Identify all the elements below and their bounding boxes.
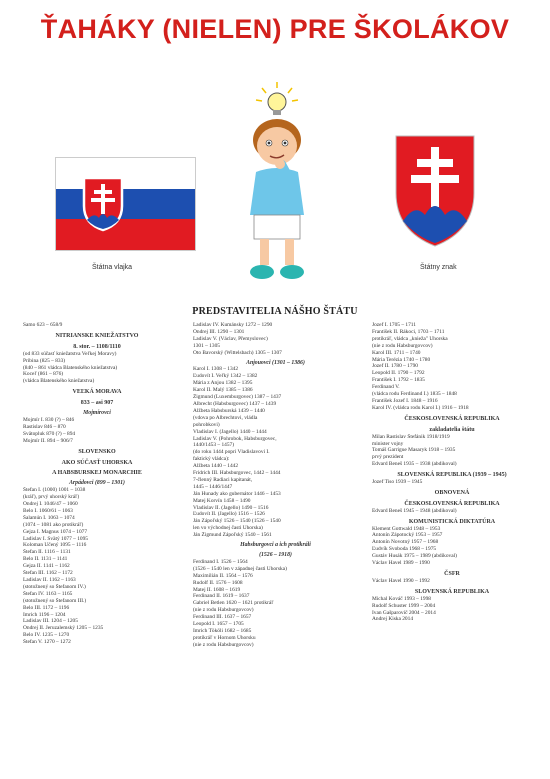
- ruler-entry: Rudolf Schuster 1999 – 2004: [372, 602, 436, 609]
- ruler-entry: Ondrej II. Jeruzalemský 1205 – 1235: [23, 625, 104, 632]
- period-heading: AKO SÚČASŤ UHORSKA: [61, 459, 133, 466]
- rulers-column-3: [372, 322, 532, 623]
- slovak-flag: [55, 157, 196, 251]
- ruler-entry: Ľudovít II. (Jagello) 1516 – 1526: [193, 511, 265, 518]
- ruler-entry: Václav Havel 1989 – 1990: [372, 560, 430, 567]
- ruler-entry: Gejza I. Magnus 1074 – 1077: [23, 528, 88, 535]
- ruler-entry: Žigmund (Luxemburgovec) 1387 – 1437: [193, 394, 282, 401]
- period-heading: VEĽKÁ MORAVA: [72, 389, 122, 396]
- ruler-entry: len vo východnej časti Uhorska): [193, 525, 263, 532]
- ruler-entry: Ján Hunady ako gubernátor 1446 – 1453: [193, 490, 281, 497]
- ruler-entry: Šalamún I. 1063 – 1074: [23, 514, 75, 521]
- ruler-entry: Tomáš Garrigue Masaryk 1918 – 1935: [372, 447, 456, 454]
- ruler-entry: Gabriel Betlen 1620 – 1621 protikráľ: [193, 600, 274, 607]
- ruler-entry: Edvard Beneš 1935 – 1938 (abdikoval): [372, 461, 457, 468]
- ruler-entry: (nie z rodu Habsburgovcov): [193, 641, 254, 648]
- dynasty-heading: Arpádovci (899 – 1301): [69, 480, 125, 487]
- ruler-entry: Andrej Kiska 2014: [372, 616, 414, 623]
- ruler-entry: (840 – 861 vládca Blatenského kniežatstva): [23, 364, 118, 371]
- coat-caption: Štátny znak: [420, 264, 457, 271]
- ruler-entry: Ladislav II. 1162 – 1163: [23, 577, 76, 583]
- dynasty-heading: Anjouovci (1301 – 1386): [246, 359, 305, 366]
- ruler-entry: (stotožnený so Štefanom III.): [23, 597, 87, 604]
- ruler-entry: Karol III. 1711 – 1740: [372, 349, 421, 356]
- ruler-entry: pohrobkovi): [193, 421, 220, 428]
- period-heading: ČESKOSLOVENSKÁ REPUBLIKA: [404, 415, 500, 422]
- ruler-entry: protikráľ v Hornom Uhorsku: [193, 634, 256, 641]
- ruler-entry: Ján Žigmund Zápoľský 1540 – 1561: [193, 532, 272, 539]
- ruler-entry: Matej Korvín 1458 – 1490: [193, 497, 251, 504]
- ruler-entry: Maximilián II. 1564 – 1576: [193, 572, 253, 579]
- flag-caption: Štátna vlajka: [92, 264, 133, 271]
- ruler-entry: (nie z rodu Habsburgovcov): [372, 342, 433, 349]
- ruler-entry: Belo III. 1172 – 1196: [23, 604, 70, 611]
- rulers-column-1: [23, 322, 171, 646]
- ruler-entry: (vládca rodu Ferdinand I.) 1835 – 1848: [372, 391, 457, 398]
- ruler-entry: faktický vládca):: [193, 456, 230, 463]
- ruler-entry: Alžbeta 1440 – 1442: [193, 463, 239, 470]
- ruler-entry: Mojmír I. 830 (?) – 846: [23, 416, 75, 423]
- section-title: PREDSTAVITELIA NÁŠHO ŠTÁTU: [192, 306, 358, 317]
- ruler-entry: (vdova po Albrechtovi, vládla: [193, 414, 258, 421]
- ruler-entry: Štefan V. 1270 – 1272: [23, 639, 71, 646]
- ruler-entry: Ladislav III. 1204 – 1205: [23, 618, 78, 625]
- period-heading: ČESKOSLOVENSKÁ REPUBLIKA: [404, 500, 500, 507]
- ruler-entry: Belo II. 1131 – 1141: [23, 556, 68, 563]
- ruler-entry: Alžbeta Habsburská 1439 – 1440: [193, 407, 265, 414]
- period-heading: SLOVENSKÁ REPUBLIKA: [414, 588, 490, 595]
- dynasty-heading: Mojmírovci: [83, 410, 111, 417]
- rulers-column-2: [193, 322, 358, 649]
- ruler-entry: (od 833 súčasť kniežatstva Veľkej Moravy): [23, 350, 117, 357]
- period-heading: SLOVENSKO: [78, 448, 116, 455]
- ruler-entry: Ondrej I. 1046/47 – 1060: [23, 501, 78, 508]
- ruler-entry: Albrecht (Habsburgovec) 1437 – 1439: [193, 400, 277, 407]
- ruler-entry: (stotožnený so Štefanom IV.): [23, 583, 86, 590]
- ruler-entry: Gustáv Husák 1975 – 1989 (abdikoval): [372, 553, 457, 560]
- ruler-entry: Karol IV. (vládca rodu Karol I.) 1916 – 1918: [372, 404, 469, 411]
- ruler-entry: 1440/1453 – 1457): [193, 442, 235, 449]
- dynasty-heading: Habsburgovci a ich protikráli: [240, 542, 311, 549]
- ruler-entry: Ferdinand II. 1619 – 1637: [193, 593, 250, 600]
- ruler-entry: Ferdinand V.: [372, 384, 400, 391]
- ruler-entry: (do roku 1444 popri Vladislavovi I.: [193, 449, 270, 456]
- thinking-boy-illustration: [222, 80, 332, 290]
- period-heading: A HABSBURSKEJ MONARCHIE: [52, 470, 142, 477]
- ruler-entry: Mária Terézia 1740 – 1780: [372, 356, 431, 363]
- ruler-entry: Štefan IV. 1163 – 1165: [23, 590, 73, 597]
- ruler-entry: Mojmír II. 894 – 906/7: [23, 437, 73, 444]
- ruler-entry: Ivan Gašparovič 2004 – 2014: [372, 609, 436, 616]
- ruler-entry: Ferdinand III. 1637 – 1657: [193, 614, 252, 621]
- ruler-entry: Edvard Beneš 1945 – 1948 (abdikoval): [372, 507, 457, 514]
- ruler-entry: Ladislav I. Svätý 1077 – 1095: [23, 535, 88, 542]
- period-heading: NITRIANSKE KNIEŽATSTVO: [55, 332, 139, 339]
- ruler-entry: Ján Zápoľský 1526 – 1540 (1526 – 1540: [193, 518, 281, 525]
- ruler-entry: 1301 – 1305: [193, 342, 220, 349]
- ruler-entry: Antonín Novotný 1957 – 1968: [372, 539, 439, 546]
- ruler-entry: Vladislav II. (Jagello) 1490 – 1516: [193, 504, 269, 511]
- ruler-entry: Jozef I. 1705 – 1711: [372, 322, 416, 328]
- ruler-entry: Michal Kováč 1993 – 1998: [372, 595, 431, 602]
- ruler-entry: Ladislav V. (Pohrobok, Habsburgovec,: [193, 435, 277, 442]
- ruler-entry: Koloman Učený 1095 – 1116: [23, 542, 87, 549]
- ruler-entry: Jozef Tiso 1939 – 1945: [372, 479, 423, 486]
- ruler-entry: 7-členný Radiaci kapitanát,: [193, 476, 253, 483]
- ruler-entry: 1445 – 1446/1447: [193, 483, 233, 490]
- dynasty-heading: (1526 – 1918): [259, 552, 292, 558]
- poster-title: ŤAHÁKY (NIELEN) PRE ŠKOLÁKOV: [40, 14, 510, 44]
- ruler-entry: Václav Havel 1990 – 1992: [372, 577, 430, 584]
- ruler-entry: Gejza II. 1141 – 1162: [23, 563, 70, 570]
- ruler-entry: Rastislav 846 – 870: [23, 423, 66, 430]
- ruler-entry: Svätopluk 870 (?) – 894: [23, 430, 76, 437]
- ruler-entry: Mária z Anjou 1382 – 1395: [193, 380, 253, 387]
- ruler-entry: Ladislav V. (Václav, Přemyslovec): [193, 335, 268, 342]
- ruler-entry: Karol I. 1308 – 1342: [193, 366, 239, 373]
- ruler-entry: Karol II. Malý 1385 – 1386: [193, 387, 253, 394]
- ruler-entry: Milan Rastislav Štefánik 1918/1919: [372, 433, 450, 440]
- ruler-entry: František Jozef I. 1848 – 1916: [372, 397, 438, 404]
- ruler-entry: Antonín Zápotocký 1953 – 1957: [372, 532, 443, 539]
- period-heading: OBNOVENÁ: [434, 489, 470, 496]
- flag-shield-icon: [82, 176, 124, 232]
- ruler-entry: Fridrich III. Habsburgovec, 1442 – 1444: [193, 470, 281, 477]
- ruler-entry: Belo IV. 1235 – 1270: [23, 632, 70, 639]
- ruler-entry: František I. 1792 – 1835: [372, 377, 425, 384]
- ruler-entry: František II. Rákoci, 1703 – 1711: [372, 328, 445, 335]
- ruler-entry: Leopold II. 1790 – 1792: [372, 370, 425, 377]
- ruler-entry: protikráľ, vládca „knieža" Uhorska: [372, 335, 448, 342]
- ruler-entry: prvý prezident: [372, 454, 404, 461]
- ruler-entry: (kráľ), prvý uhorský kráľ): [23, 494, 80, 501]
- period-heading: 8. stor. – 1108/1110: [73, 343, 121, 350]
- ruler-entry: Samo 623 – 658/9: [23, 322, 63, 328]
- ruler-entry: Ferdinand I. 1526 – 1564: [193, 558, 248, 565]
- ruler-entry: Ľudvík Svoboda 1968 – 1975: [372, 546, 437, 553]
- period-heading: zakladatelia štátu: [429, 426, 475, 433]
- ruler-entry: minister vojny: [372, 440, 404, 447]
- ruler-entry: Imrich Tököli 1682 – 1685: [193, 627, 252, 634]
- ruler-entry: Štefan III. 1162 – 1172: [23, 570, 73, 577]
- ruler-entry: Jozef II. 1780 – 1790: [372, 363, 418, 370]
- ruler-entry: Pribina (825 – 833): [23, 357, 66, 364]
- ruler-entry: Štefan II. 1116 – 1131: [23, 549, 71, 556]
- ruler-entry: Vladislav I. (Jagello) 1440 – 1444: [193, 428, 267, 435]
- ruler-entry: Leopold I. 1657 – 1705: [193, 621, 244, 628]
- ruler-entry: Ladislav IV. Kumánsky 1272 – 1290: [193, 322, 273, 328]
- ruler-entry: Ondrej III. 1290 – 1301: [193, 328, 245, 335]
- ruler-entry: (1074 – 1081 ako protikráľ): [23, 521, 84, 528]
- ruler-entry: (vládca Blatenského kniežatstva): [23, 378, 95, 385]
- period-heading: KOMUNISTICKÁ DIKTATÚRA: [408, 518, 496, 525]
- ruler-entry: (nie z rodu Habsburgovcov): [193, 607, 254, 614]
- ruler-entry: Imrich 1196 – 1204: [23, 611, 66, 618]
- ruler-entry: Ľudovít I. Veľký 1342 – 1382: [193, 373, 258, 380]
- coat-of-arms-icon: [393, 133, 477, 249]
- ruler-entry: Koceľ (861 – 876): [23, 371, 64, 378]
- ruler-entry: Rudolf II. 1576 – 1608: [193, 579, 243, 586]
- ruler-entry: Matej II. 1608 – 1619: [193, 586, 241, 593]
- period-heading: ČSFR: [444, 571, 460, 577]
- period-heading: 833 – asi 907: [80, 400, 114, 407]
- ruler-entry: (1526 – 1540 len v západnej časti Uhorska): [193, 565, 287, 572]
- ruler-entry: Klement Gottwald 1948 – 1953: [372, 525, 441, 532]
- period-heading: SLOVENSKÁ REPUBLIKA (1939 – 1945): [397, 472, 507, 479]
- ruler-entry: Oto Bavorský (Wittelsbach) 1305 – 1307: [193, 349, 282, 356]
- ruler-entry: Štefan I. (1000) 1001 – 1038: [23, 487, 86, 494]
- ruler-entry: Belo I. 1060/61 – 1063: [23, 507, 73, 514]
